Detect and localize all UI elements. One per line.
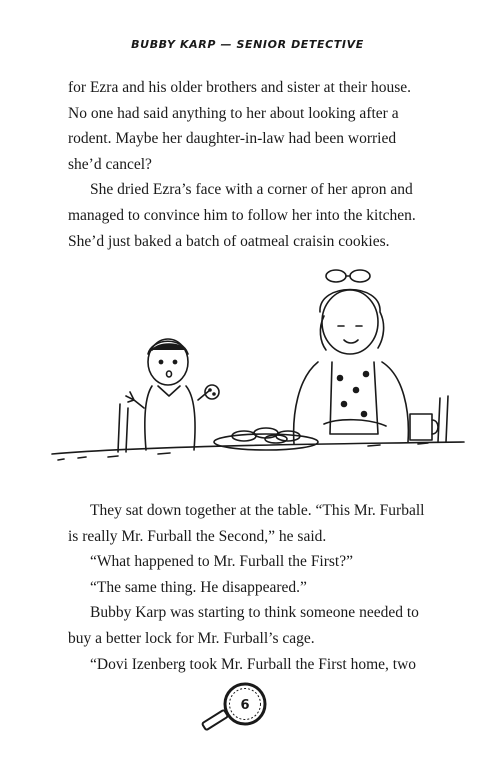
paragraph: Bubby Karp was starting to think someone needed to buy a better lock for Mr. Furball’s cage. — [68, 604, 419, 647]
body-text-bottom — [68, 498, 430, 677]
paragraph: “Dovi Izenberg took Mr. Furball the First home, two — [90, 655, 417, 673]
paragraph: “The same thing. He disappeared.” — [90, 578, 307, 596]
paragraph: They sat down together at the table. “This Mr. Furball is really Mr. Furball the Second,” he said. — [68, 502, 425, 545]
paragraph: for Ezra and his older brothers and sister at their house. No one had said anything to her about looking after a rodent. Maybe her daughter-in-law had been worried she’d cancel? — [68, 79, 412, 173]
grandmother-and-boy-illustration — [48, 258, 468, 466]
paragraph: “What happened to Mr. Furball the First?” — [90, 553, 354, 571]
running-head: BUBBY KARP — SENIOR DETECTIVE — [131, 38, 364, 51]
magnifying-glass-icon — [200, 680, 280, 732]
page-number: 6 — [240, 698, 250, 713]
paragraph: She dried Ezra’s face with a corner of her apron and managed to convince him to follow her into the kitchen. She’d just baked a batch of oatmeal craisin cookies. — [68, 181, 416, 250]
body-text-top — [68, 75, 430, 254]
